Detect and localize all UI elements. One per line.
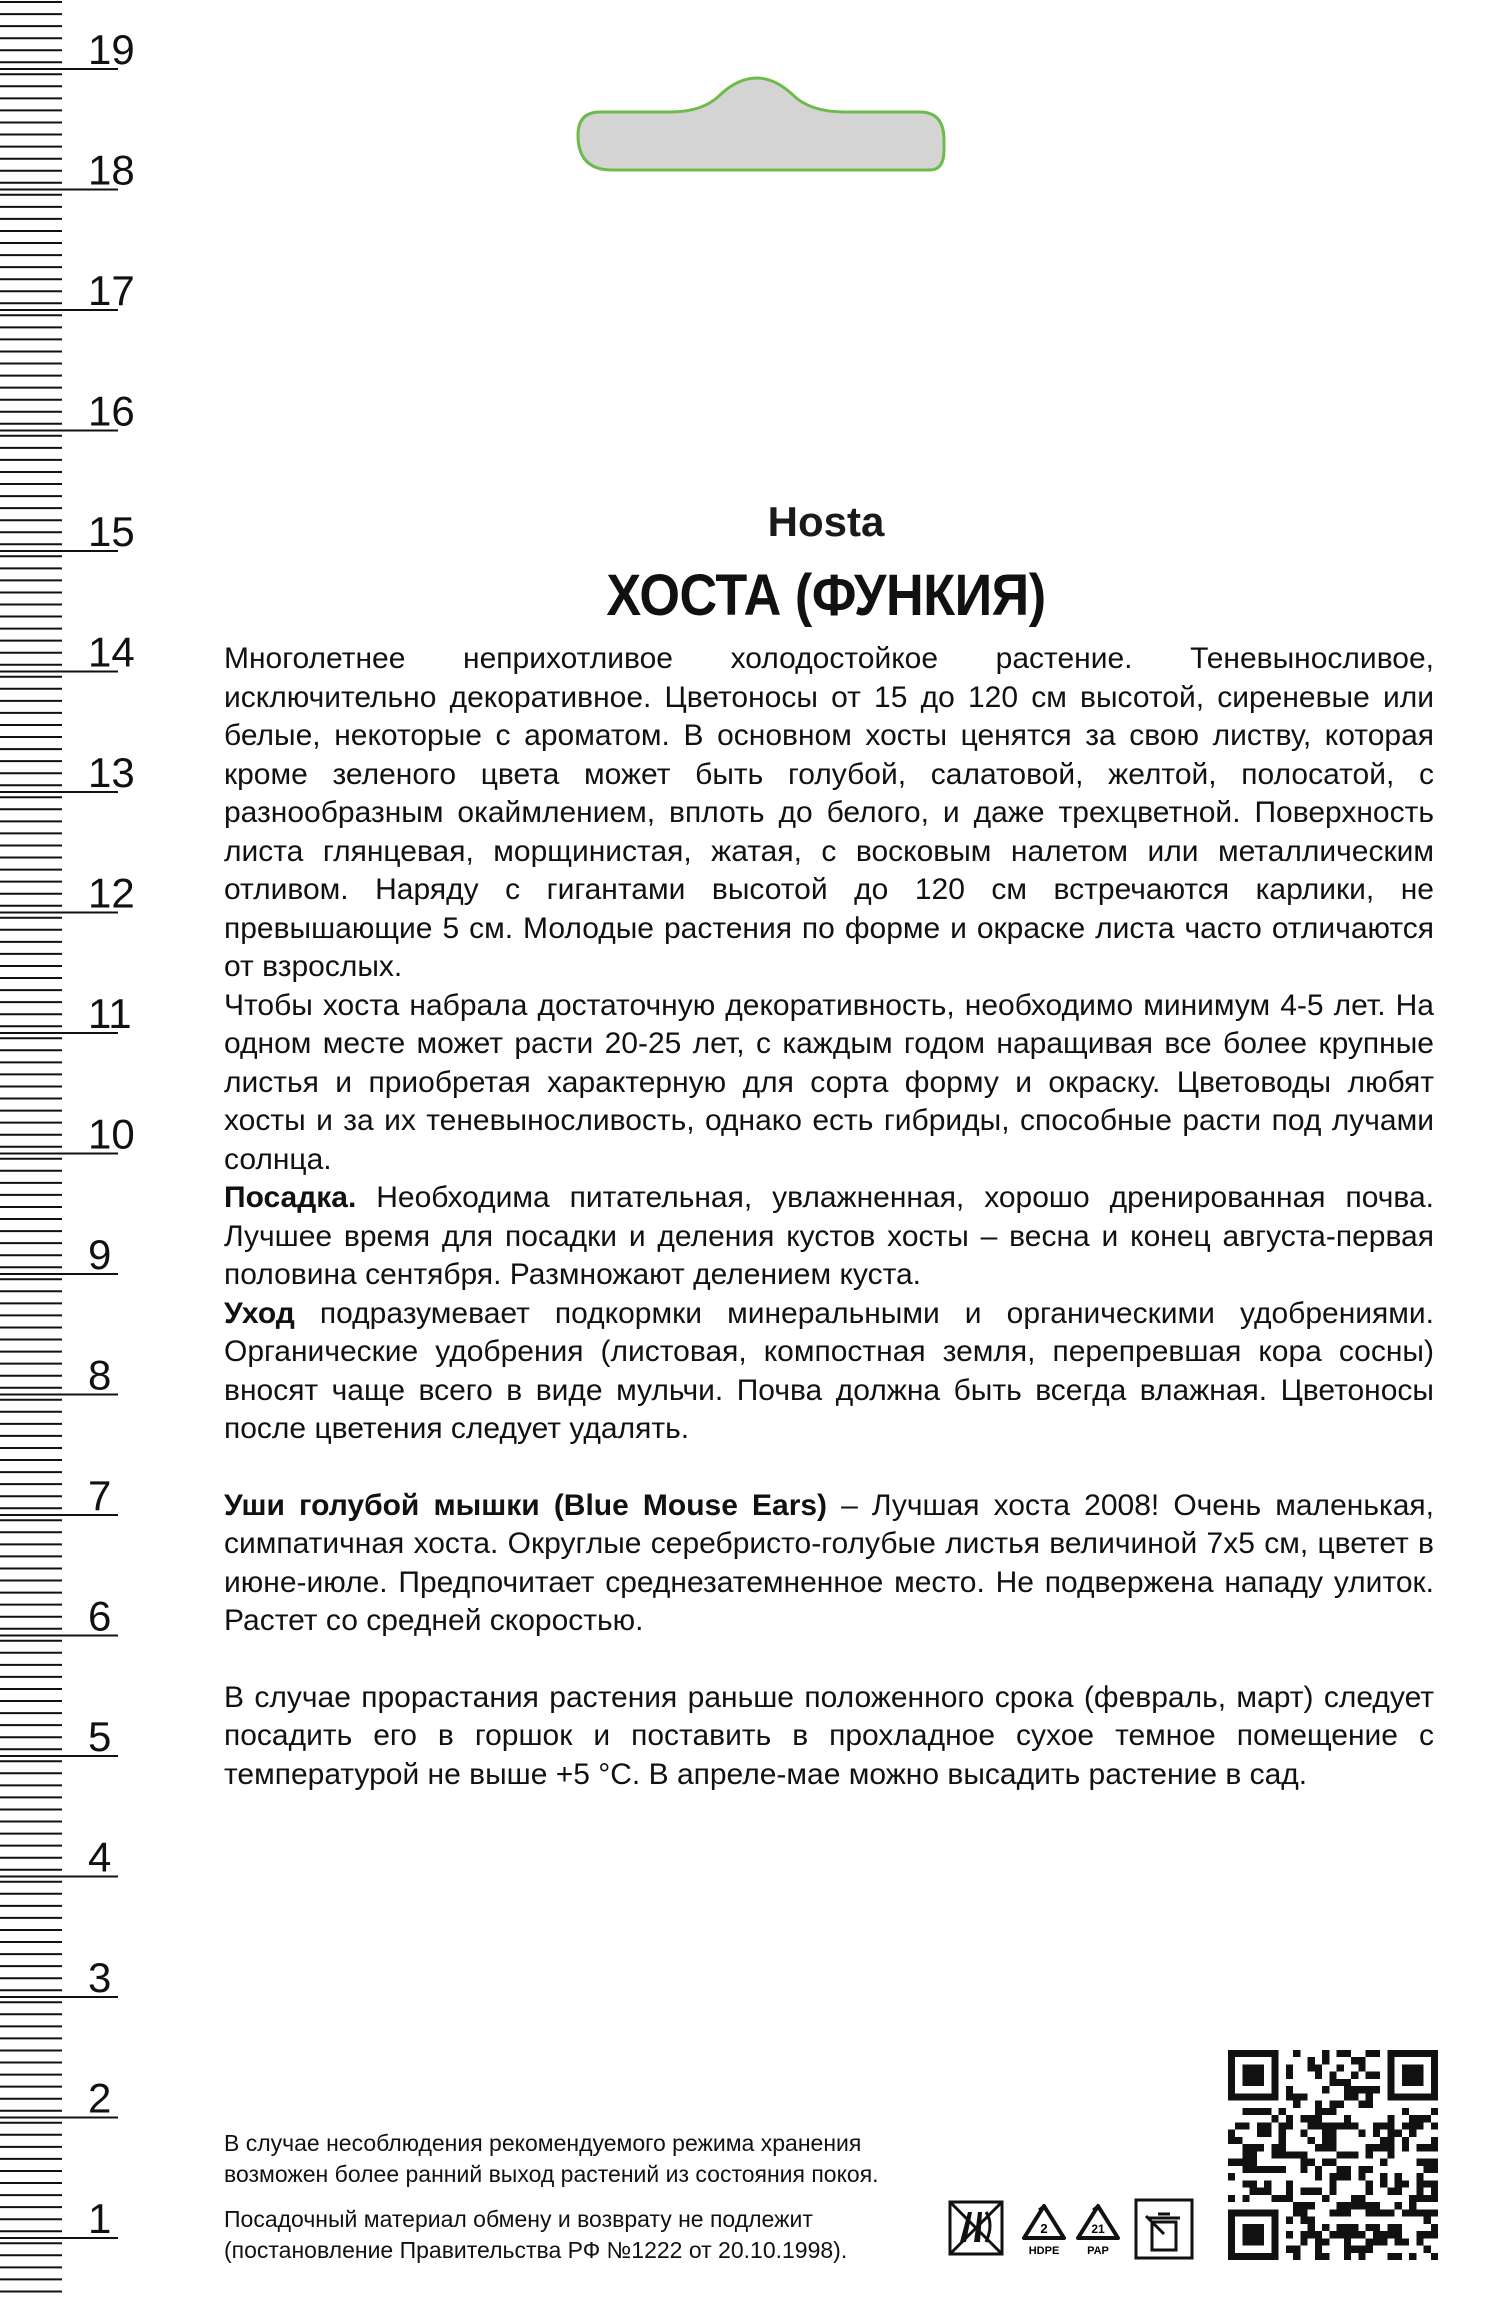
variety-label: Уши голубой мышки (Blue Mouse Ears) (224, 1488, 828, 1522)
description-block (224, 640, 1434, 1794)
recycle-hdpe-number: 2 (1040, 2221, 1048, 2236)
ruler-label: 16 (88, 387, 135, 435)
packaging-icons (946, 2188, 1218, 2274)
ruler-label: 4 (88, 1833, 112, 1881)
variety-paragraph (224, 1487, 1434, 1641)
ruler-label: 10 (88, 1110, 135, 1158)
description-paragraph: Чтобы хоста набрала достаточную декоративность, необходимо минимум 4-5 лет. На одном месте может расти 20-25 лет, с каждым годом наращивая все более крупные листья и приобретая характерную для сорта форму и окраску. Цветоводы любят хосты и за их теневыносливость, однако есть гибриды, способные расти под лучами солнца. (224, 988, 1434, 1176)
ruler-label: 7 (88, 1472, 112, 1519)
product-title: ХОСТА (ФУНКИЯ) (606, 563, 1046, 628)
ruler-label: 5 (88, 1713, 112, 1760)
ruler-label: 19 (88, 26, 135, 73)
ruler-label: 14 (88, 628, 135, 676)
storage-note-line: возможен более ранний выход растений из состояния покоя. (224, 2161, 879, 2187)
ruler-label: 8 (88, 1351, 112, 1399)
sprouting-paragraph: В случае прорастания растения раньше положенного срока (февраль, март) следует посадить его в горшок и поставить в прохладное сухое темное помещение с температурой не выше +5 °С. В апреле-мае можно высадить растение в сад. (224, 1680, 1434, 1791)
ruler-label: 3 (88, 1954, 112, 2001)
care-paragraph (224, 1295, 1434, 1449)
spacer (224, 1641, 1434, 1679)
latin-name: Hosta (767, 498, 885, 545)
planting-label: Посадка. (224, 1181, 357, 1214)
ruler-label: 1 (88, 2195, 112, 2242)
no-food-contact-icon (950, 2202, 1002, 2254)
spacer (224, 1449, 1434, 1487)
recycle-hdpe-icon (1024, 2206, 1064, 2257)
return-note (224, 2204, 847, 2266)
recycle-hdpe-label: HDPE (1028, 2245, 1060, 2257)
recycle-pap-number: 21 (1091, 2222, 1105, 2236)
return-note-line: Посадочный материал обмену и возврату не подлежит (224, 2206, 813, 2232)
recycle-pap-icon (1078, 2206, 1118, 2257)
recycle-pap-label: PAP (1087, 2245, 1109, 2257)
measurement-ruler (0, 0, 140, 2303)
care-text: подразумевает подкормки минеральными и органическими удобрениями. Органические удобрения (листовая, компостная земля, перепревшая кора сосны) вносят чаще всего в виде мульчи. Почва должна быть всегда влажная. Цветоносы после цветения следует удалять. (224, 1296, 1434, 1445)
planting-paragraph (224, 1179, 1434, 1295)
qr-code-icon (1228, 2050, 1438, 2260)
ruler-label: 17 (88, 267, 135, 314)
ruler-label: 9 (88, 1231, 112, 1278)
return-note-line: (постановление Правительства РФ №1222 от 20.10.1998). (224, 2237, 848, 2263)
variety-text: – Лучшая хоста 2008! Очень маленькая, симпатичная хоста. Округлые серебристо-голубые листья величиной 7х5 см, цветет в июне-июле. Предпочитает среднезатемненное место. Не подвержена нападу улиток. Растет со средней скоростью. (224, 1488, 1434, 1637)
hanger-hole (0, 0, 1512, 200)
ruler-label: 18 (88, 146, 135, 194)
trash-bin-icon (1136, 2200, 1192, 2258)
ruler-label: 2 (88, 2074, 112, 2122)
ruler-label: 11 (88, 990, 132, 1037)
storage-note-line: В случае несоблюдения рекомендуемого режима хранения (224, 2130, 862, 2156)
description-paragraph: Многолетнее неприхотливое холодостойкое растение. Теневыносливое, исключительно декоративное. Цветоносы от 15 до 120 см высотой, сиреневые или белые, некоторые с ароматом. В основном хосты ценятся за свою листву, которая кроме зеленого цвета может быть голубой, салатовой, желтой, полосатой, с разнообразным окаймлением, вплоть до белого, и даже трехцветной. Поверхность листа глянцевая, морщинистая, жатая, с восковым налетом или металлическим отливом. Наряду с гигантами высотой до 120 см встречаются карлики, не превышающие 5 см. Молодые растения по форме и окраске листа часто отличаются от взрослых. (224, 642, 1434, 983)
care-label: Уход (224, 1296, 295, 1330)
ruler-label: 6 (88, 1592, 112, 1640)
storage-note (224, 2128, 879, 2190)
planting-text: Необходима питательная, увлажненная, хорошо дренированная почва. Лучшее время для посадки и деления кустов хосты – весна и конец августа-первая половина сентября. Размножают делением куста. (224, 1181, 1434, 1291)
ruler-label: 12 (88, 869, 135, 917)
ruler-label: 15 (88, 508, 135, 555)
ruler-label: 13 (88, 749, 135, 796)
